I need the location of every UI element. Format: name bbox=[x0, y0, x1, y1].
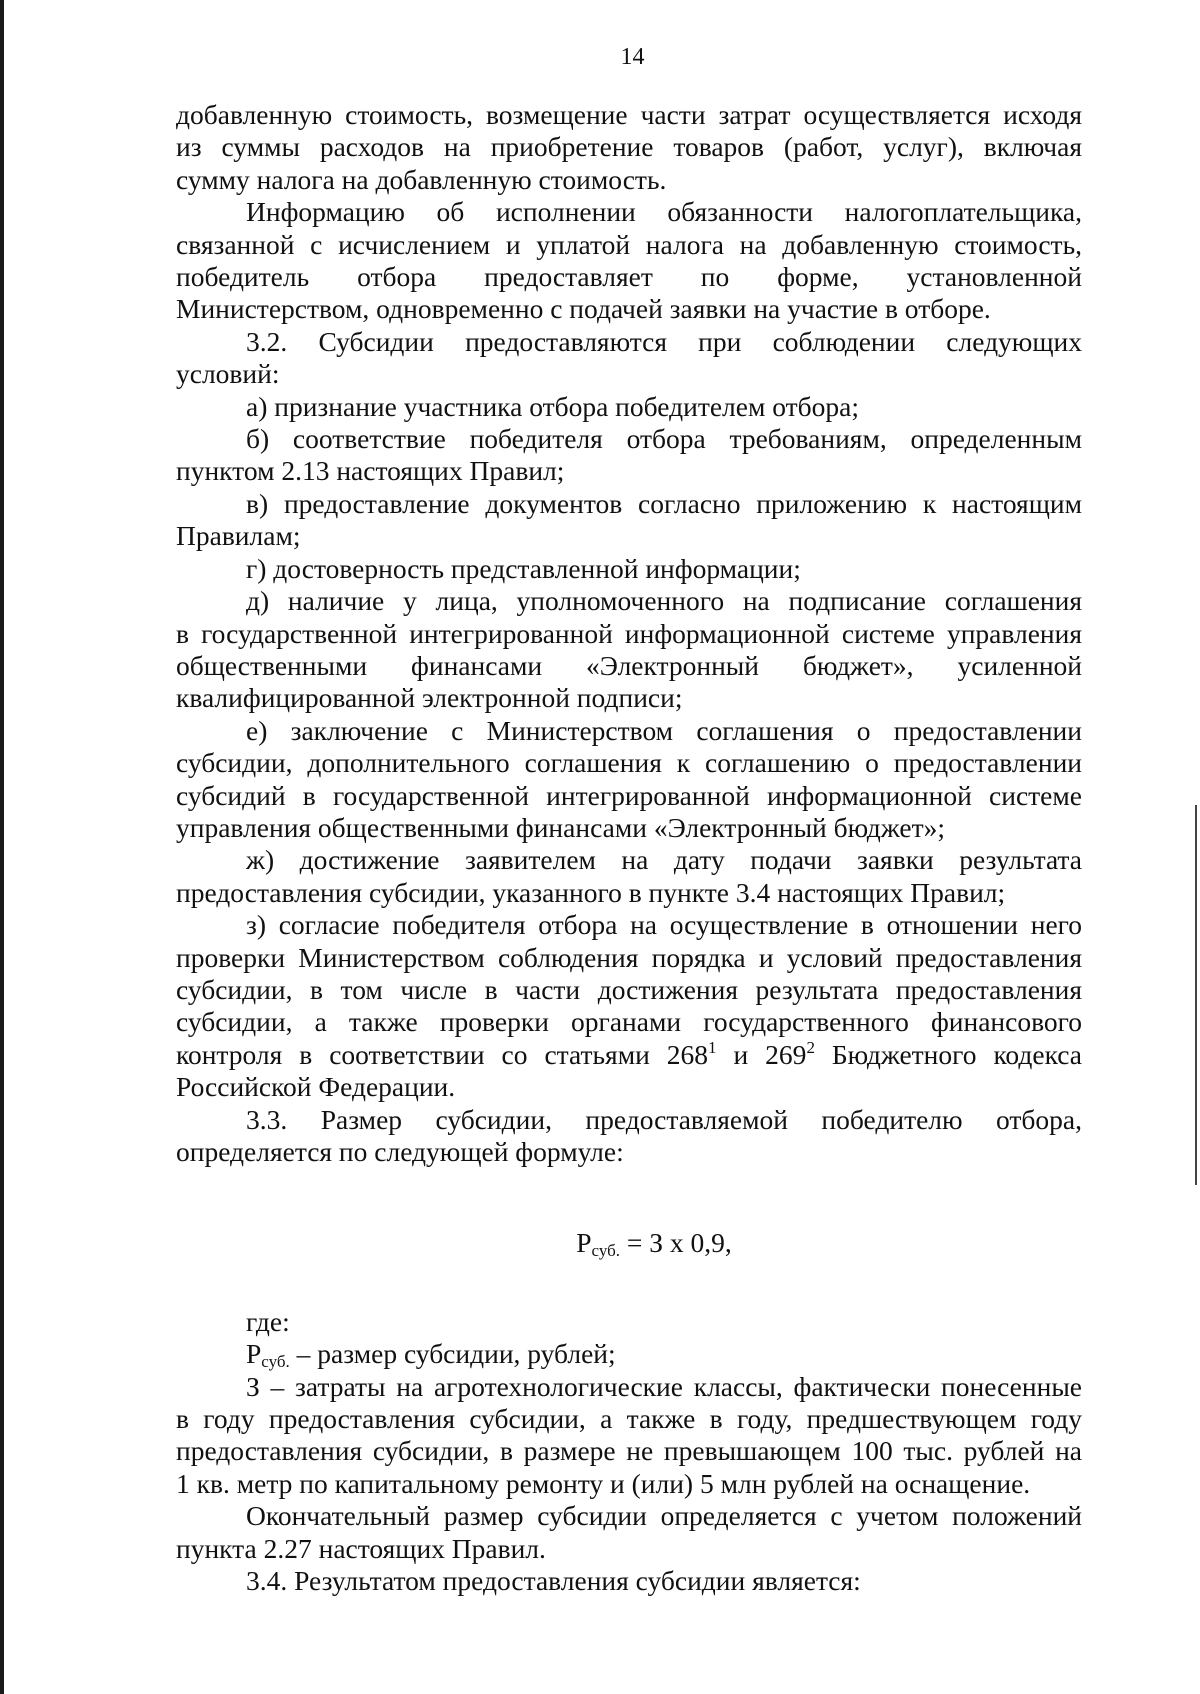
text-line: в году предоставления субсидии, а также в году, предшествующем году bbox=[176, 1403, 1082, 1435]
formula bbox=[176, 1227, 1082, 1259]
text-fragment: Бюджетного кодекса bbox=[814, 1038, 1082, 1070]
text-line: Министерством, одновременно с подачей заявки на участие в отборе. bbox=[176, 293, 991, 325]
text-line: Информацию об исполнении обязанности налогоплательщика, bbox=[246, 196, 1082, 228]
text-line: ж) достижение заявителем на дату подачи заявки результата bbox=[246, 844, 1082, 876]
list-item-a: а) признание участника отбора победителем отбора; bbox=[246, 390, 859, 422]
text-line bbox=[176, 1039, 1082, 1071]
text-line bbox=[176, 1338, 1082, 1370]
text-line: субсидии, а также проверки органами государственного финансового bbox=[176, 1006, 1082, 1038]
text-line: квалифицированной электронной подписи; bbox=[176, 682, 683, 714]
text-line: Окончательный размер субсидии определяется с учетом положений bbox=[246, 1500, 1082, 1532]
text-line: победитель отбора предоставляет по форме, установленной bbox=[176, 261, 1082, 293]
text-line: пунктом 2.13 настоящих Правил; bbox=[176, 455, 565, 487]
text-line: субсидий в государственной интегрированной информационной системе bbox=[176, 779, 1082, 811]
formula-symbol: Р bbox=[246, 1338, 262, 1370]
text-line: б) соответствие победителя отбора требованиям, определенным bbox=[246, 423, 1082, 455]
spacer bbox=[176, 1260, 1082, 1306]
text-line: З – затраты на агротехнологические классы, фактически понесенные bbox=[246, 1370, 1082, 1402]
text-fragment: и 269 bbox=[716, 1038, 807, 1070]
spacer bbox=[176, 1168, 1082, 1227]
formula-subscript: суб. bbox=[261, 1352, 290, 1372]
text-line: Российской Федерации. bbox=[176, 1071, 456, 1103]
text-fragment: – размер субсидии, рублей; bbox=[289, 1338, 616, 1370]
text-line: из суммы расходов на приобретение товаров (работ, услуг), включая bbox=[176, 131, 1082, 163]
superscript: 1 bbox=[708, 1037, 717, 1057]
text-line: е) заключение с Министерством соглашения о предоставлении bbox=[246, 714, 1082, 746]
text-line: общественными финансами «Электронный бюджет», усиленной bbox=[176, 649, 1082, 681]
page-number: 14 bbox=[620, 44, 645, 70]
text-line: д) наличие у лица, уполномоченного на подписание соглашения bbox=[246, 585, 1082, 617]
text-line: сумму налога на добавленную стоимость. bbox=[176, 163, 667, 195]
text-line: условий: bbox=[176, 358, 280, 390]
text-line: проверки Министерством соблюдения порядка и условий предоставления bbox=[176, 941, 1082, 973]
scan-right-edge bbox=[1195, 805, 1197, 1185]
superscript: 2 bbox=[806, 1037, 815, 1057]
text-fragment: контроля в соответствии со статьями 268 bbox=[176, 1038, 709, 1070]
text-line: в) предоставление документов согласно приложению к настоящим bbox=[246, 487, 1082, 519]
text-line: субсидии, в том числе в части достижения результата предоставления bbox=[176, 973, 1082, 1005]
document-body bbox=[176, 99, 1082, 1597]
scan-left-edge bbox=[0, 0, 4, 1694]
text-line: 3.3. Размер субсидии, предоставляемой победителю отбора, bbox=[246, 1103, 1082, 1135]
text-line: предоставления субсидии, указанного в пункте 3.4 настоящих Правил; bbox=[176, 876, 1006, 908]
formula-expression: = З х 0,9, bbox=[620, 1227, 732, 1259]
text-line: добавленную стоимость, возмещение части затрат осуществляется исходя bbox=[176, 99, 1082, 130]
text-line: где: bbox=[246, 1305, 290, 1337]
text-line: 3.2. Субсидии предоставляются при соблюдении следующих bbox=[246, 325, 1082, 357]
text-line: з) согласие победителя отбора на осуществление в отношении него bbox=[246, 909, 1082, 941]
text-line: Правилам; bbox=[176, 520, 301, 552]
list-item-g: г) достоверность представленной информации; bbox=[246, 552, 801, 584]
text-line: субсидии, дополнительного соглашения к соглашению о предоставлении bbox=[176, 747, 1082, 779]
section-heading-3-4: 3.4. Результатом предоставления субсидии является: bbox=[246, 1565, 861, 1597]
text-line: пункта 2.27 настоящих Правил. bbox=[176, 1532, 546, 1564]
text-line: в государственной интегрированной информационной системе управления bbox=[176, 617, 1082, 649]
text-line: предоставления субсидии, в размере не превышающем 100 тыс. рублей на bbox=[176, 1435, 1082, 1467]
text-line: определяется по следующей формуле: bbox=[176, 1136, 624, 1167]
text-line: связанной с исчислением и уплатой налога на добавленную стоимость, bbox=[176, 228, 1082, 260]
text-line: 1 кв. метр по капитальному ремонту и (или) 5 млн рублей на оснащение. bbox=[176, 1467, 1031, 1499]
formula-symbol: Р bbox=[576, 1227, 592, 1259]
formula-subscript: суб. bbox=[591, 1241, 620, 1261]
text-line: управления общественными финансами «Электронный бюджет»; bbox=[176, 811, 946, 843]
